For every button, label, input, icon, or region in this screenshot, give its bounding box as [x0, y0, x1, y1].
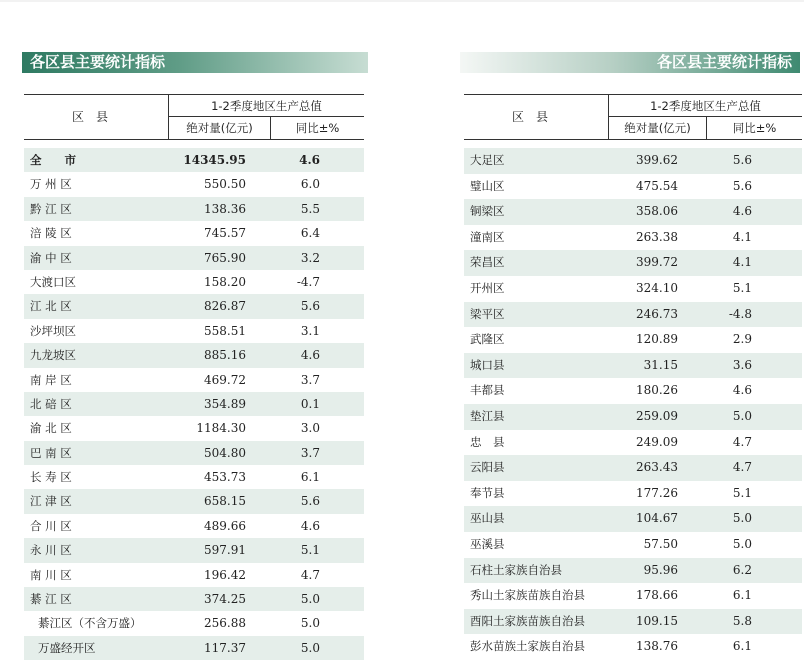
gdp-value: 249.09 [636, 434, 678, 449]
county-name: 垫江县 [470, 408, 505, 423]
table-row [24, 368, 364, 392]
table-row [24, 611, 364, 635]
table-row [24, 587, 364, 611]
county-name: 北 碚 区 [30, 396, 72, 411]
yoy-change: 2.9 [732, 332, 752, 347]
table-row [464, 430, 802, 456]
county-name: 云阳县 [470, 460, 505, 475]
table-row [464, 302, 802, 328]
yoy-change: -4.8 [728, 306, 752, 321]
gdp-value: 14345.95 [183, 153, 246, 167]
county-name: 秀山土家族苗族自治县 [470, 588, 585, 603]
yoy-change: -4.7 [296, 274, 320, 289]
table-row [24, 465, 364, 489]
gdp-value: 263.38 [636, 229, 678, 244]
gdp-value: 117.37 [204, 640, 246, 655]
yoy-change: 5.0 [300, 616, 320, 631]
table-row [24, 319, 364, 343]
yoy-column-header: 同比±% [732, 121, 777, 135]
table-row [24, 270, 364, 294]
yoy-change: 6.1 [732, 639, 752, 654]
yoy-change: 4.7 [732, 460, 752, 475]
gdp-value: 109.15 [636, 613, 678, 628]
gdp-value: 31.15 [643, 357, 678, 372]
gdp-value: 469.72 [204, 372, 246, 387]
gdp-value: 399.62 [636, 153, 678, 167]
county-name: 彭水苗族土家族自治县 [470, 639, 585, 654]
county-name: 黔 江 区 [30, 201, 72, 216]
county-name: 南 岸 区 [30, 372, 72, 387]
table-header [24, 94, 364, 140]
gdp-value: 453.73 [204, 470, 246, 485]
county-name: 万 州 区 [30, 177, 72, 192]
county-name: 永 川 区 [30, 543, 72, 558]
yoy-change: 3.2 [300, 250, 320, 265]
gdp-value: 765.90 [204, 250, 246, 265]
table-row [24, 246, 364, 270]
gdp-value: 95.96 [643, 562, 678, 577]
gdp-value: 256.88 [204, 616, 246, 631]
yoy-change: 6.1 [300, 470, 320, 485]
county-name: 忠 县 [470, 434, 505, 449]
county-name: 巴 南 区 [30, 445, 72, 460]
county-name: 铜梁区 [470, 204, 505, 219]
county-name: 九龙坡区 [30, 348, 76, 363]
absolute-column-header: 绝对量(亿元) [609, 117, 707, 139]
gdp-value: 196.42 [204, 567, 246, 582]
table-row [24, 148, 364, 172]
yoy-change: 3.6 [732, 357, 752, 372]
yoy-change: 6.4 [300, 226, 320, 241]
table-row [464, 276, 802, 302]
gdp-value: 374.25 [204, 592, 246, 607]
county-name: 开州区 [470, 280, 505, 295]
yoy-change: 4.6 [299, 153, 320, 167]
gdp-value: 120.89 [636, 332, 678, 347]
gdp-value: 597.91 [204, 543, 246, 558]
table-body [464, 148, 802, 660]
yoy-change: 4.7 [300, 567, 320, 582]
gdp-value: 177.26 [636, 485, 678, 500]
county-name: 南 川 区 [30, 567, 72, 582]
yoy-change: 5.0 [732, 536, 752, 551]
county-name: 江 北 区 [30, 299, 72, 314]
yoy-change: 4.6 [732, 383, 752, 398]
gdp-value: 57.50 [643, 536, 678, 551]
gdp-value: 399.72 [636, 255, 678, 270]
yoy-change: 5.6 [732, 178, 752, 193]
county-name: 荣昌区 [470, 255, 505, 270]
county-column-header: 区县 [24, 95, 169, 139]
table-row [464, 199, 802, 225]
left-section-title: 各区县主要统计指标 [22, 52, 368, 73]
gdp-value: 358.06 [636, 204, 678, 219]
county-name: 渝 北 区 [30, 421, 72, 436]
left-stats-table [24, 94, 364, 660]
county-name: 江 津 区 [30, 494, 72, 509]
yoy-change: 5.1 [732, 280, 752, 295]
yoy-change: 5.0 [732, 408, 752, 423]
yoy-change: 5.6 [300, 299, 320, 314]
county-name: 武隆区 [470, 332, 505, 347]
yoy-change: 4.1 [732, 229, 752, 244]
yoy-change: 6.2 [732, 562, 752, 577]
table-row [24, 636, 364, 660]
gdp-value: 138.76 [636, 639, 678, 654]
yoy-change: 6.0 [300, 177, 320, 192]
gdp-value: 1184.30 [196, 421, 246, 436]
county-name: 城口县 [470, 357, 505, 372]
yoy-change: 4.6 [300, 348, 320, 363]
county-name: 潼南区 [470, 229, 505, 244]
yoy-change: 4.1 [732, 255, 752, 270]
yoy-change: 3.7 [300, 445, 320, 460]
table-row [464, 174, 802, 200]
yoy-change: 5.5 [300, 201, 320, 216]
gdp-value: 263.43 [636, 460, 678, 475]
gdp-value: 489.66 [204, 518, 246, 533]
table-row [464, 250, 802, 276]
gdp-value: 558.51 [204, 323, 246, 338]
gdp-group-header: 1-2季度地区生产总值 [169, 95, 364, 117]
table-row [24, 441, 364, 465]
county-name: 丰都县 [470, 383, 505, 398]
yoy-change: 3.1 [300, 323, 320, 338]
county-name: 全 市 [30, 153, 76, 167]
table-row [24, 489, 364, 513]
county-name: 璧山区 [470, 178, 505, 193]
county-name: 合 川 区 [30, 518, 72, 533]
table-row [464, 481, 802, 507]
table-row [24, 172, 364, 196]
county-name: 长 寿 区 [30, 470, 72, 485]
gdp-value: 178.66 [636, 588, 678, 603]
yoy-change: 5.1 [300, 543, 320, 558]
yoy-change: 5.0 [300, 592, 320, 607]
gdp-value: 259.09 [636, 408, 678, 423]
table-row [24, 538, 364, 562]
yoy-change: 5.1 [732, 485, 752, 500]
table-row [24, 221, 364, 245]
county-name: 奉节县 [470, 485, 505, 500]
gdp-value: 138.36 [204, 201, 246, 216]
county-name: 渝 中 区 [30, 250, 72, 265]
table-row [24, 514, 364, 538]
table-row [464, 353, 802, 379]
county-name: 綦 江 区 [30, 592, 72, 607]
gdp-value: 180.26 [636, 383, 678, 398]
table-body [24, 148, 364, 660]
county-name: 沙坪坝区 [30, 323, 76, 338]
gdp-value: 354.89 [204, 396, 246, 411]
yoy-change: 5.6 [300, 494, 320, 509]
yoy-change: 0.1 [300, 396, 320, 411]
county-column-header: 区县 [464, 95, 609, 139]
yoy-change: 5.0 [732, 511, 752, 526]
yoy-change: 6.1 [732, 588, 752, 603]
absolute-column-header: 绝对量(亿元) [169, 117, 271, 139]
right-stats-table [464, 94, 802, 660]
table-row [464, 378, 802, 404]
county-name: 涪 陵 区 [30, 226, 72, 241]
yoy-change: 4.6 [732, 204, 752, 219]
table-row [464, 327, 802, 353]
gdp-value: 745.57 [204, 226, 246, 241]
table-row [464, 404, 802, 430]
table-row [464, 506, 802, 532]
gdp-value: 885.16 [204, 348, 246, 363]
yoy-column-header: 同比±% [295, 121, 340, 135]
gdp-value: 158.20 [204, 274, 246, 289]
yoy-change: 5.6 [732, 153, 752, 167]
yoy-change: 3.7 [300, 372, 320, 387]
gdp-value: 658.15 [204, 494, 246, 509]
gdp-group-header: 1-2季度地区生产总值 [609, 95, 802, 117]
yoy-change: 5.8 [732, 613, 752, 628]
yoy-change: 3.0 [300, 421, 320, 436]
table-row [464, 558, 802, 584]
gdp-value: 324.10 [636, 280, 678, 295]
table-row [24, 343, 364, 367]
gdp-value: 475.54 [636, 178, 678, 193]
county-name: 綦江区（不含万盛） [38, 616, 142, 631]
gdp-value: 826.87 [204, 299, 246, 314]
table-row [24, 416, 364, 440]
gdp-value: 104.67 [636, 511, 678, 526]
county-name: 大足区 [470, 153, 505, 167]
table-row [464, 609, 802, 635]
table-header [464, 94, 802, 140]
gdp-value: 504.80 [204, 445, 246, 460]
gdp-value: 246.73 [636, 306, 678, 321]
table-row [24, 294, 364, 318]
right-section-title: 各区县主要统计指标 [460, 52, 800, 73]
top-divider [0, 0, 804, 2]
county-name: 巫溪县 [470, 536, 505, 551]
table-row [464, 583, 802, 609]
yoy-change: 4.7 [732, 434, 752, 449]
county-name: 巫山县 [470, 511, 505, 526]
table-row [24, 197, 364, 221]
county-name: 大渡口区 [30, 274, 76, 289]
table-row [464, 148, 802, 174]
table-row [464, 532, 802, 558]
table-row [24, 563, 364, 587]
county-name: 酉阳土家族苗族自治县 [470, 613, 585, 628]
county-name: 梁平区 [470, 306, 505, 321]
table-row [464, 455, 802, 481]
yoy-change: 4.6 [300, 518, 320, 533]
gdp-value: 550.50 [204, 177, 246, 192]
table-row [24, 392, 364, 416]
yoy-change: 5.0 [300, 640, 320, 655]
county-name: 万盛经开区 [38, 640, 96, 655]
county-name: 石柱土家族自治县 [470, 562, 562, 577]
table-row [464, 225, 802, 251]
table-row [464, 634, 802, 660]
